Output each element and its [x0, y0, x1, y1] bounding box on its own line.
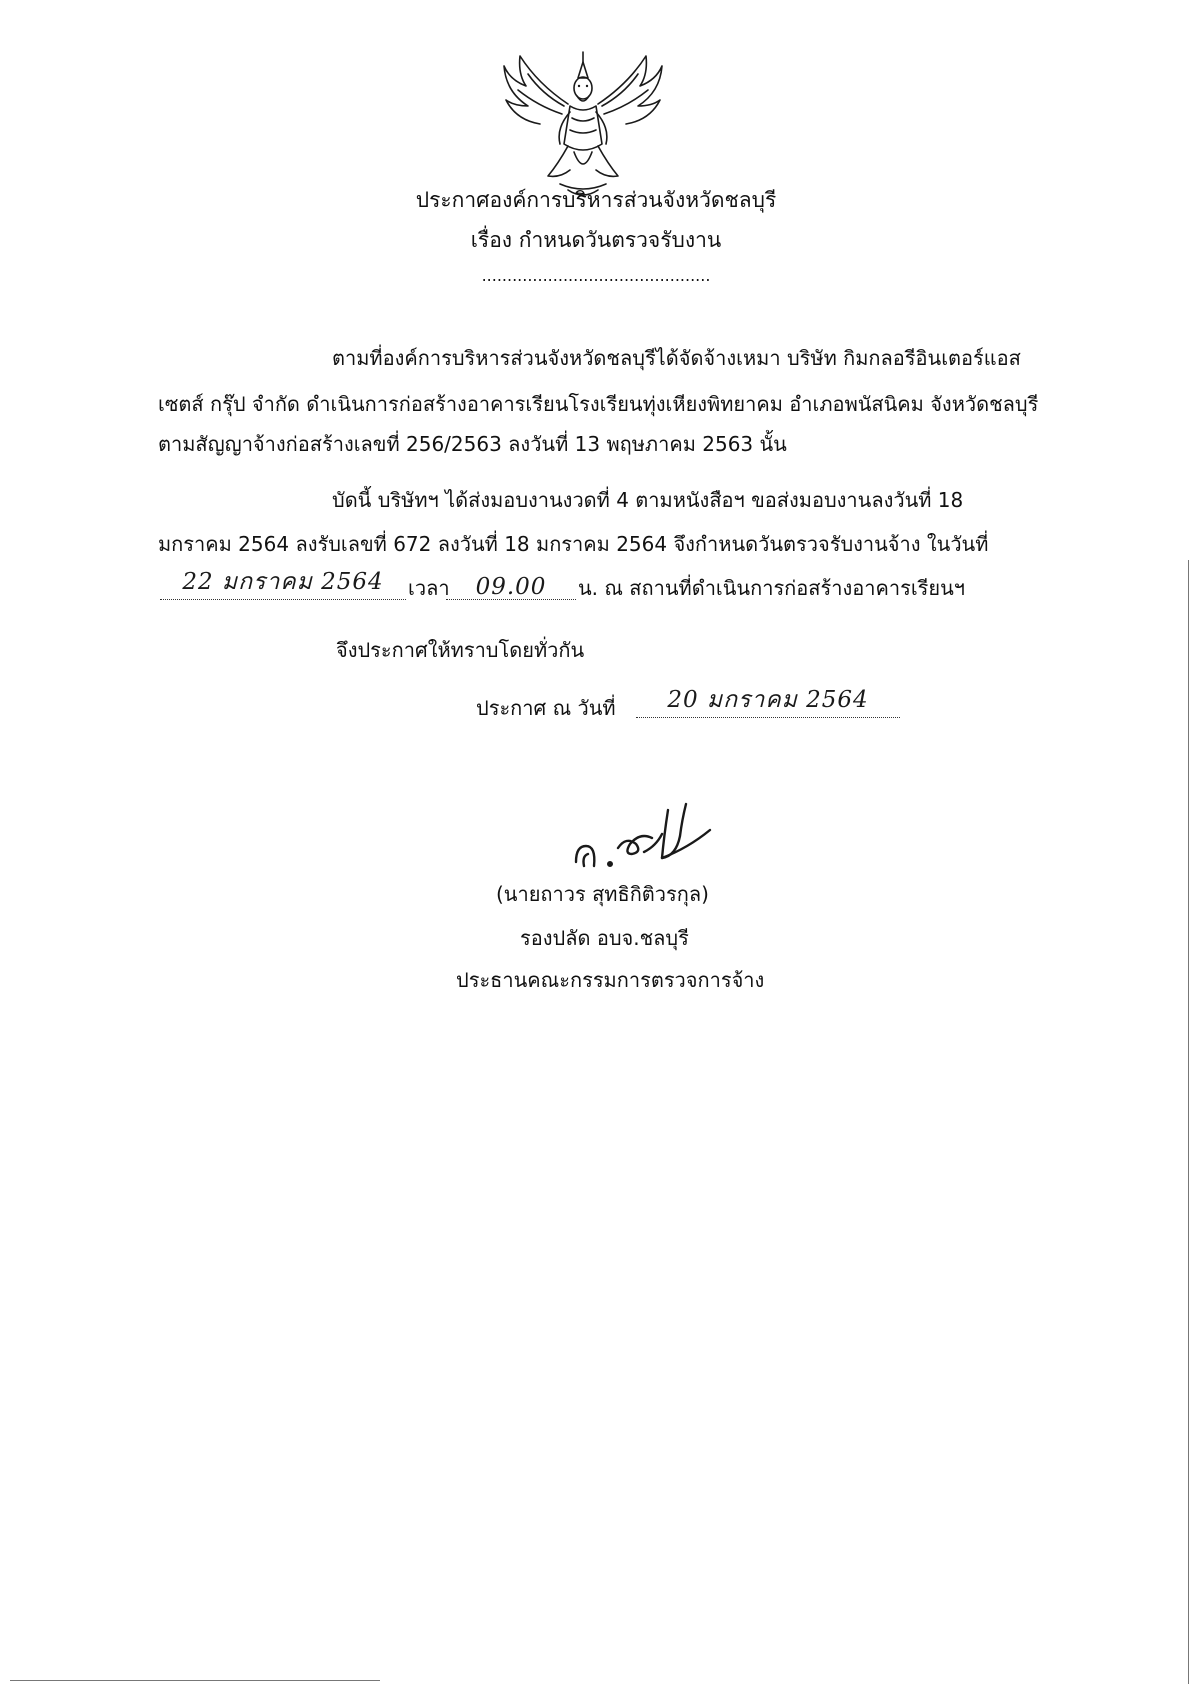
signer-position: รองปลัด อบจ.ชลบุรี — [520, 926, 689, 950]
closing-text: จึงประกาศให้ทราบโดยทั่วกัน — [336, 638, 585, 662]
inspection-time-field — [446, 566, 576, 602]
announce-date-label: ประกาศ ณ วันที่ — [476, 696, 616, 720]
inspection-place: น. ณ สถานที่ดำเนินการก่อสร้างอาคารเรียนฯ — [578, 576, 966, 600]
handwritten-signature — [570, 796, 720, 876]
header-separator: ............................................. — [481, 266, 711, 285]
scan-edge-line — [1188, 560, 1189, 1684]
announce-date-handwritten: 20 มกราคม 2564 — [667, 687, 869, 713]
signer-committee-role: ประธานคณะกรรมการตรวจการจ้าง — [456, 968, 765, 992]
paragraph1-line3: ตามสัญญาจ้างก่อสร้างเลขที่ 256/2563 ลงวันที่ 13 พฤษภาคม 2563 นั้น — [158, 432, 787, 456]
announcement-subject: เรื่อง กำหนดวันตรวจรับงาน — [470, 228, 722, 252]
scan-bottom-line — [10, 1680, 380, 1681]
paragraph1-line1: ตามที่องค์การบริหารส่วนจังหวัดชลบุรีได้จัดจ้างเหมา บริษัท กิมกลอรีอินเตอร์แอส — [332, 346, 1021, 370]
inspection-time-handwritten: 09.00 — [475, 574, 547, 600]
signer-name: (นายถาวร สุทธิกิติวรกุล) — [496, 882, 709, 906]
garuda-emblem-icon — [498, 44, 668, 204]
paragraph2-line2: มกราคม 2564 ลงรับเลขที่ 672 ลงวันที่ 18 มกราคม 2564 จึงกำหนดวันตรวจรับงานจ้าง ในวันที่ — [158, 532, 989, 556]
paragraph2-line1: บัดนี้ บริษัทฯ ได้ส่งมอบงานงวดที่ 4 ตามหนังสือฯ ขอส่งมอบงานลงวันที่ 18 — [332, 488, 964, 512]
inspection-date-handwritten: 22 มกราคม 2564 — [182, 569, 384, 595]
time-label: เวลา — [408, 576, 450, 600]
inspection-date-field — [160, 566, 406, 602]
paragraph1-line2: เซตส์ กรุ๊ป จำกัด ดำเนินการก่อสร้างอาคารเรียนโรงเรียนทุ่งเหียงพิทยาคม อำเภอพนัสนิคม จังหวัดชลบุรี — [158, 392, 1039, 416]
announcement-title: ประกาศองค์การบริหารส่วนจังหวัดชลบุรี — [415, 188, 777, 212]
announce-date-field — [636, 684, 900, 720]
